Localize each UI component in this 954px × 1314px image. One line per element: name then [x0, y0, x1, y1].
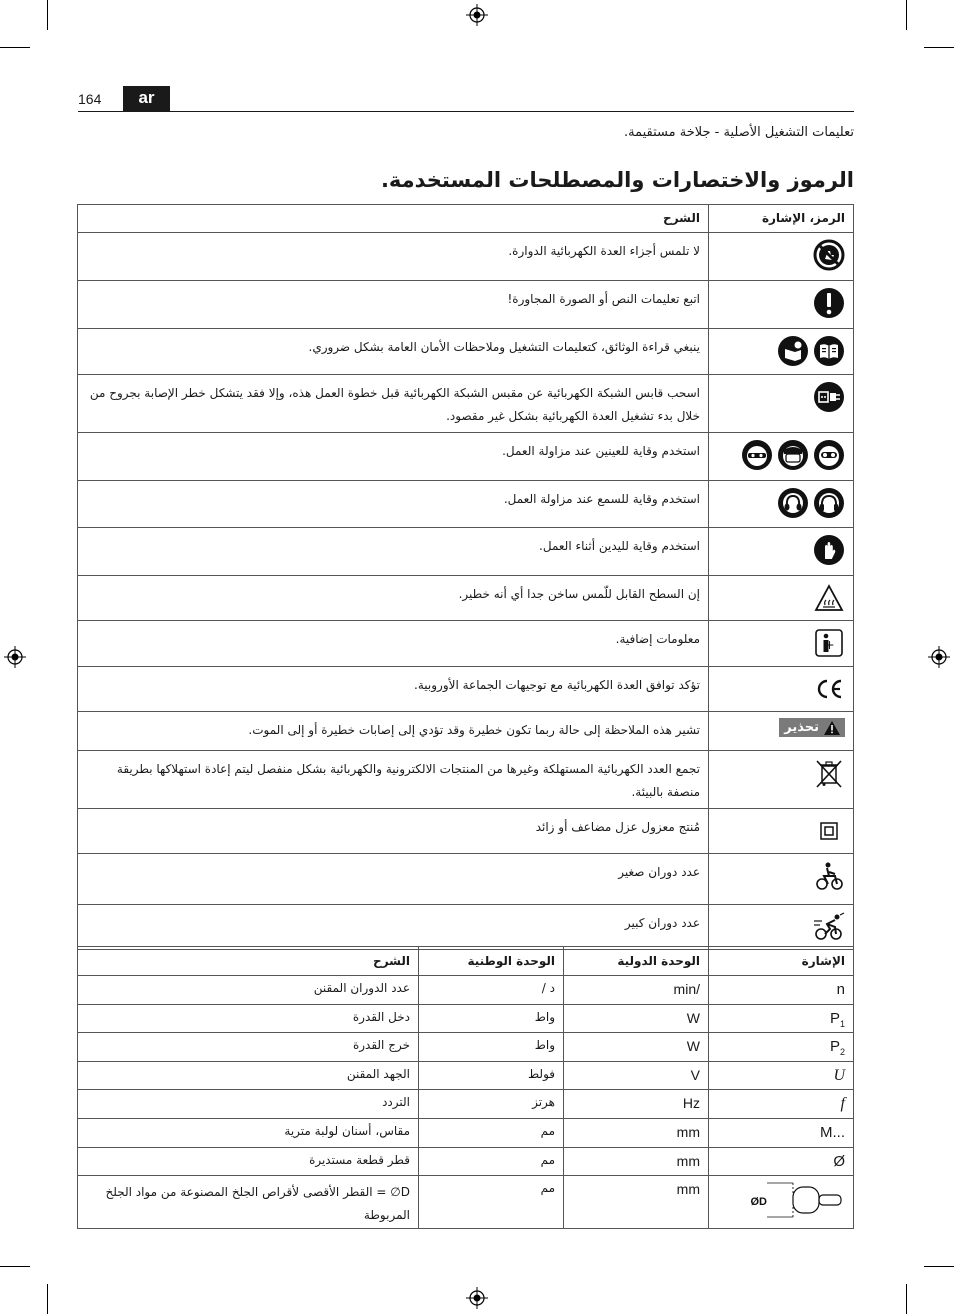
- double-insulation-icon: [813, 815, 845, 847]
- row-text: استخدم وقاية للسمع عند مزاولة العمل.: [78, 481, 709, 528]
- hearing-protection-icon: [813, 487, 845, 519]
- ce-mark-icon: [813, 673, 845, 705]
- unit-explanation: دخل القدرة: [78, 1004, 419, 1033]
- unit-symbol: Ø: [709, 1147, 854, 1176]
- row-text: ينبغي قراءة الوثائق، كتعليمات التشغيل وملاحظات الأمان العامة بشكل ضروري.: [78, 329, 709, 375]
- unit-symbol-subscript: 2: [839, 1047, 845, 1058]
- max-disc-diameter-icon: [750, 1181, 845, 1221]
- table-row: [78, 1061, 854, 1090]
- hand-protection-glove-icon: [813, 534, 845, 566]
- unit-symbol: P: [829, 1038, 840, 1056]
- unit-explanation: عدد الدوران المقنن: [78, 976, 419, 1005]
- additional-info-icon: [813, 627, 845, 659]
- row-text: اتبع تعليمات النص أو الصورة المجاورة!: [78, 281, 709, 329]
- table-row: [78, 481, 854, 528]
- table-row: [78, 751, 854, 809]
- header-rule: [78, 111, 854, 112]
- intl-unit: V: [564, 1061, 709, 1090]
- max-disc-diameter-label: ØD: [750, 1196, 767, 1209]
- table-row: [78, 1118, 854, 1147]
- table-row: [78, 329, 854, 375]
- header-explanation: الشرح: [78, 947, 419, 976]
- unit-explanation: قطر قطعة مستديرة: [78, 1147, 419, 1176]
- intl-unit: Hz: [564, 1090, 709, 1119]
- header-intl-unit: الوحدة الدولية: [564, 947, 709, 976]
- national-unit: مم: [419, 1176, 564, 1229]
- document-subtitle: تعليمات التشغيل الأصلية - جلاخة مستقيمة.: [624, 125, 854, 140]
- crop-mark: [906, 1284, 907, 1314]
- national-unit: واط: [419, 1033, 564, 1062]
- warning-triangle-icon: [824, 721, 840, 735]
- crop-mark: [0, 47, 30, 48]
- unit-symbol: n: [709, 976, 854, 1005]
- no-touch-rotating-parts-icon: [813, 239, 845, 271]
- hot-surface-warning-icon: [813, 582, 845, 614]
- unplug-mains-icon: [813, 381, 845, 413]
- unit-explanation: D∅ = القطر الأقصى لأقراص الجلخ المصنوعة من مواد الجلخ المربوطة: [78, 1176, 419, 1229]
- table-row: [78, 1147, 854, 1176]
- crop-mark: [0, 1266, 30, 1267]
- table-row: [78, 854, 854, 905]
- row-text: تشير هذه الملاحظة إلى حالة ربما تكون خطيرة وقد تؤدي إلى إصابات خطيرة أو إلى الموت.: [78, 712, 709, 751]
- unit-explanation: الجهد المقنن: [78, 1061, 419, 1090]
- registration-mark-icon: [928, 646, 950, 668]
- low-speed-cyclist-icon: [813, 860, 845, 892]
- row-text: استخدم وقاية لليدين أثناء العمل.: [78, 528, 709, 576]
- unit-explanation: خرج القدرة: [78, 1033, 419, 1062]
- row-text: تجمع العدد الكهربائية المستهلكة وغيرها من المنتجات الالكترونية والكهربائية بشكل منفصل ليتم إعادة استهلاكها بطريقة منصفة بالبيئة.: [78, 751, 709, 809]
- table-row: [78, 576, 854, 621]
- warning-badge: [779, 718, 845, 737]
- table-row: [78, 433, 854, 481]
- table-row: [78, 1004, 854, 1033]
- crop-mark: [47, 0, 48, 30]
- registration-mark-icon: [466, 4, 488, 26]
- intl-unit: mm: [564, 1176, 709, 1229]
- header-symbol: الإشارة: [709, 947, 854, 976]
- table-row: [78, 712, 854, 751]
- table-row: [78, 976, 854, 1005]
- registration-mark-icon: [466, 1287, 488, 1309]
- table-row: [78, 905, 854, 950]
- read-documents-icon: [777, 335, 809, 367]
- intl-unit: W: [564, 1033, 709, 1062]
- unit-explanation: التردد: [78, 1090, 419, 1119]
- national-unit: فولط: [419, 1061, 564, 1090]
- table-row: [78, 667, 854, 712]
- national-unit: د /: [419, 976, 564, 1005]
- national-unit: مم: [419, 1147, 564, 1176]
- unit-symbol-subscript: 1: [839, 1018, 845, 1029]
- row-text: استخدم وقاية للعينين عند مزاولة العمل.: [78, 433, 709, 481]
- row-text: مُنتج معزول عزل مضاعف أو زائد: [78, 809, 709, 854]
- crop-mark: [924, 47, 954, 48]
- table-row: [78, 281, 854, 329]
- crop-mark: [906, 0, 907, 30]
- national-unit: واط: [419, 1004, 564, 1033]
- header-national-unit: الوحدة الوطنية: [419, 947, 564, 976]
- table-row: [78, 621, 854, 667]
- section-title: الرموز والاختصارات والمصطلحات المستخدمة.: [380, 168, 854, 192]
- warning-badge-label: تحذير: [784, 720, 819, 735]
- crossed-wheelie-bin-icon: [813, 757, 845, 789]
- header-explanation: الشرح: [78, 205, 709, 233]
- table-row: [78, 1033, 854, 1062]
- hearing-protection-alt-icon: [777, 487, 809, 519]
- row-text: تؤكد توافق العدة الكهربائية مع توجيهات الجماعة الأوروبية.: [78, 667, 709, 712]
- row-text: لا تلمس أجزاء العدة الكهربائية الدوارة.: [78, 233, 709, 281]
- row-text: عدد دوران صغير: [78, 854, 709, 905]
- units-table: [77, 946, 854, 1229]
- row-text: إن السطح القابل للّمس ساخن جدا أي أنه خطير.: [78, 576, 709, 621]
- face-shield-icon: [777, 439, 809, 471]
- read-manual-book-icon: [813, 335, 845, 367]
- eye-protection-goggles-icon: [813, 439, 845, 471]
- table-row: [78, 375, 854, 433]
- high-speed-cyclist-icon: [813, 911, 845, 943]
- language-badge: ar: [123, 86, 170, 111]
- unit-explanation: مقاس، أسنان لولبة مترية: [78, 1118, 419, 1147]
- exclamation-icon: [813, 287, 845, 319]
- eye-protection-visor-icon: [741, 439, 773, 471]
- table-row: [78, 1176, 854, 1229]
- unit-symbol: ...M: [709, 1118, 854, 1147]
- unit-symbol: U: [709, 1061, 854, 1090]
- intl-unit: /min: [564, 976, 709, 1005]
- svg-text:+: +: [824, 638, 835, 652]
- national-unit: مم: [419, 1118, 564, 1147]
- table-row: [78, 809, 854, 854]
- table-row: [78, 1090, 854, 1119]
- crop-mark: [47, 1284, 48, 1314]
- unit-symbol: f: [709, 1090, 854, 1119]
- crop-mark: [924, 1266, 954, 1267]
- table-row: [78, 528, 854, 576]
- national-unit: هرتز: [419, 1090, 564, 1119]
- table-row: [78, 233, 854, 281]
- header-symbol: الرمز، الإشارة: [709, 205, 854, 233]
- intl-unit: mm: [564, 1147, 709, 1176]
- intl-unit: mm: [564, 1118, 709, 1147]
- unit-symbol: P: [829, 1009, 840, 1027]
- intl-unit: W: [564, 1004, 709, 1033]
- row-text: عدد دوران كبير: [78, 905, 709, 950]
- page-number: 164: [78, 91, 102, 107]
- symbols-table: [77, 204, 854, 950]
- row-text: اسحب قابس الشبكة الكهربائية عن مقبس الشبكة الكهربائية قبل خطوة العمل هذه، وإلا فقد يتشكل خطر الإصابة بجروح من خلال بدء تشغيل العدة الكهربائية بشكل غير مقصود.: [78, 375, 709, 433]
- registration-mark-icon: [4, 646, 26, 668]
- row-text: معلومات إضافية.: [78, 621, 709, 667]
